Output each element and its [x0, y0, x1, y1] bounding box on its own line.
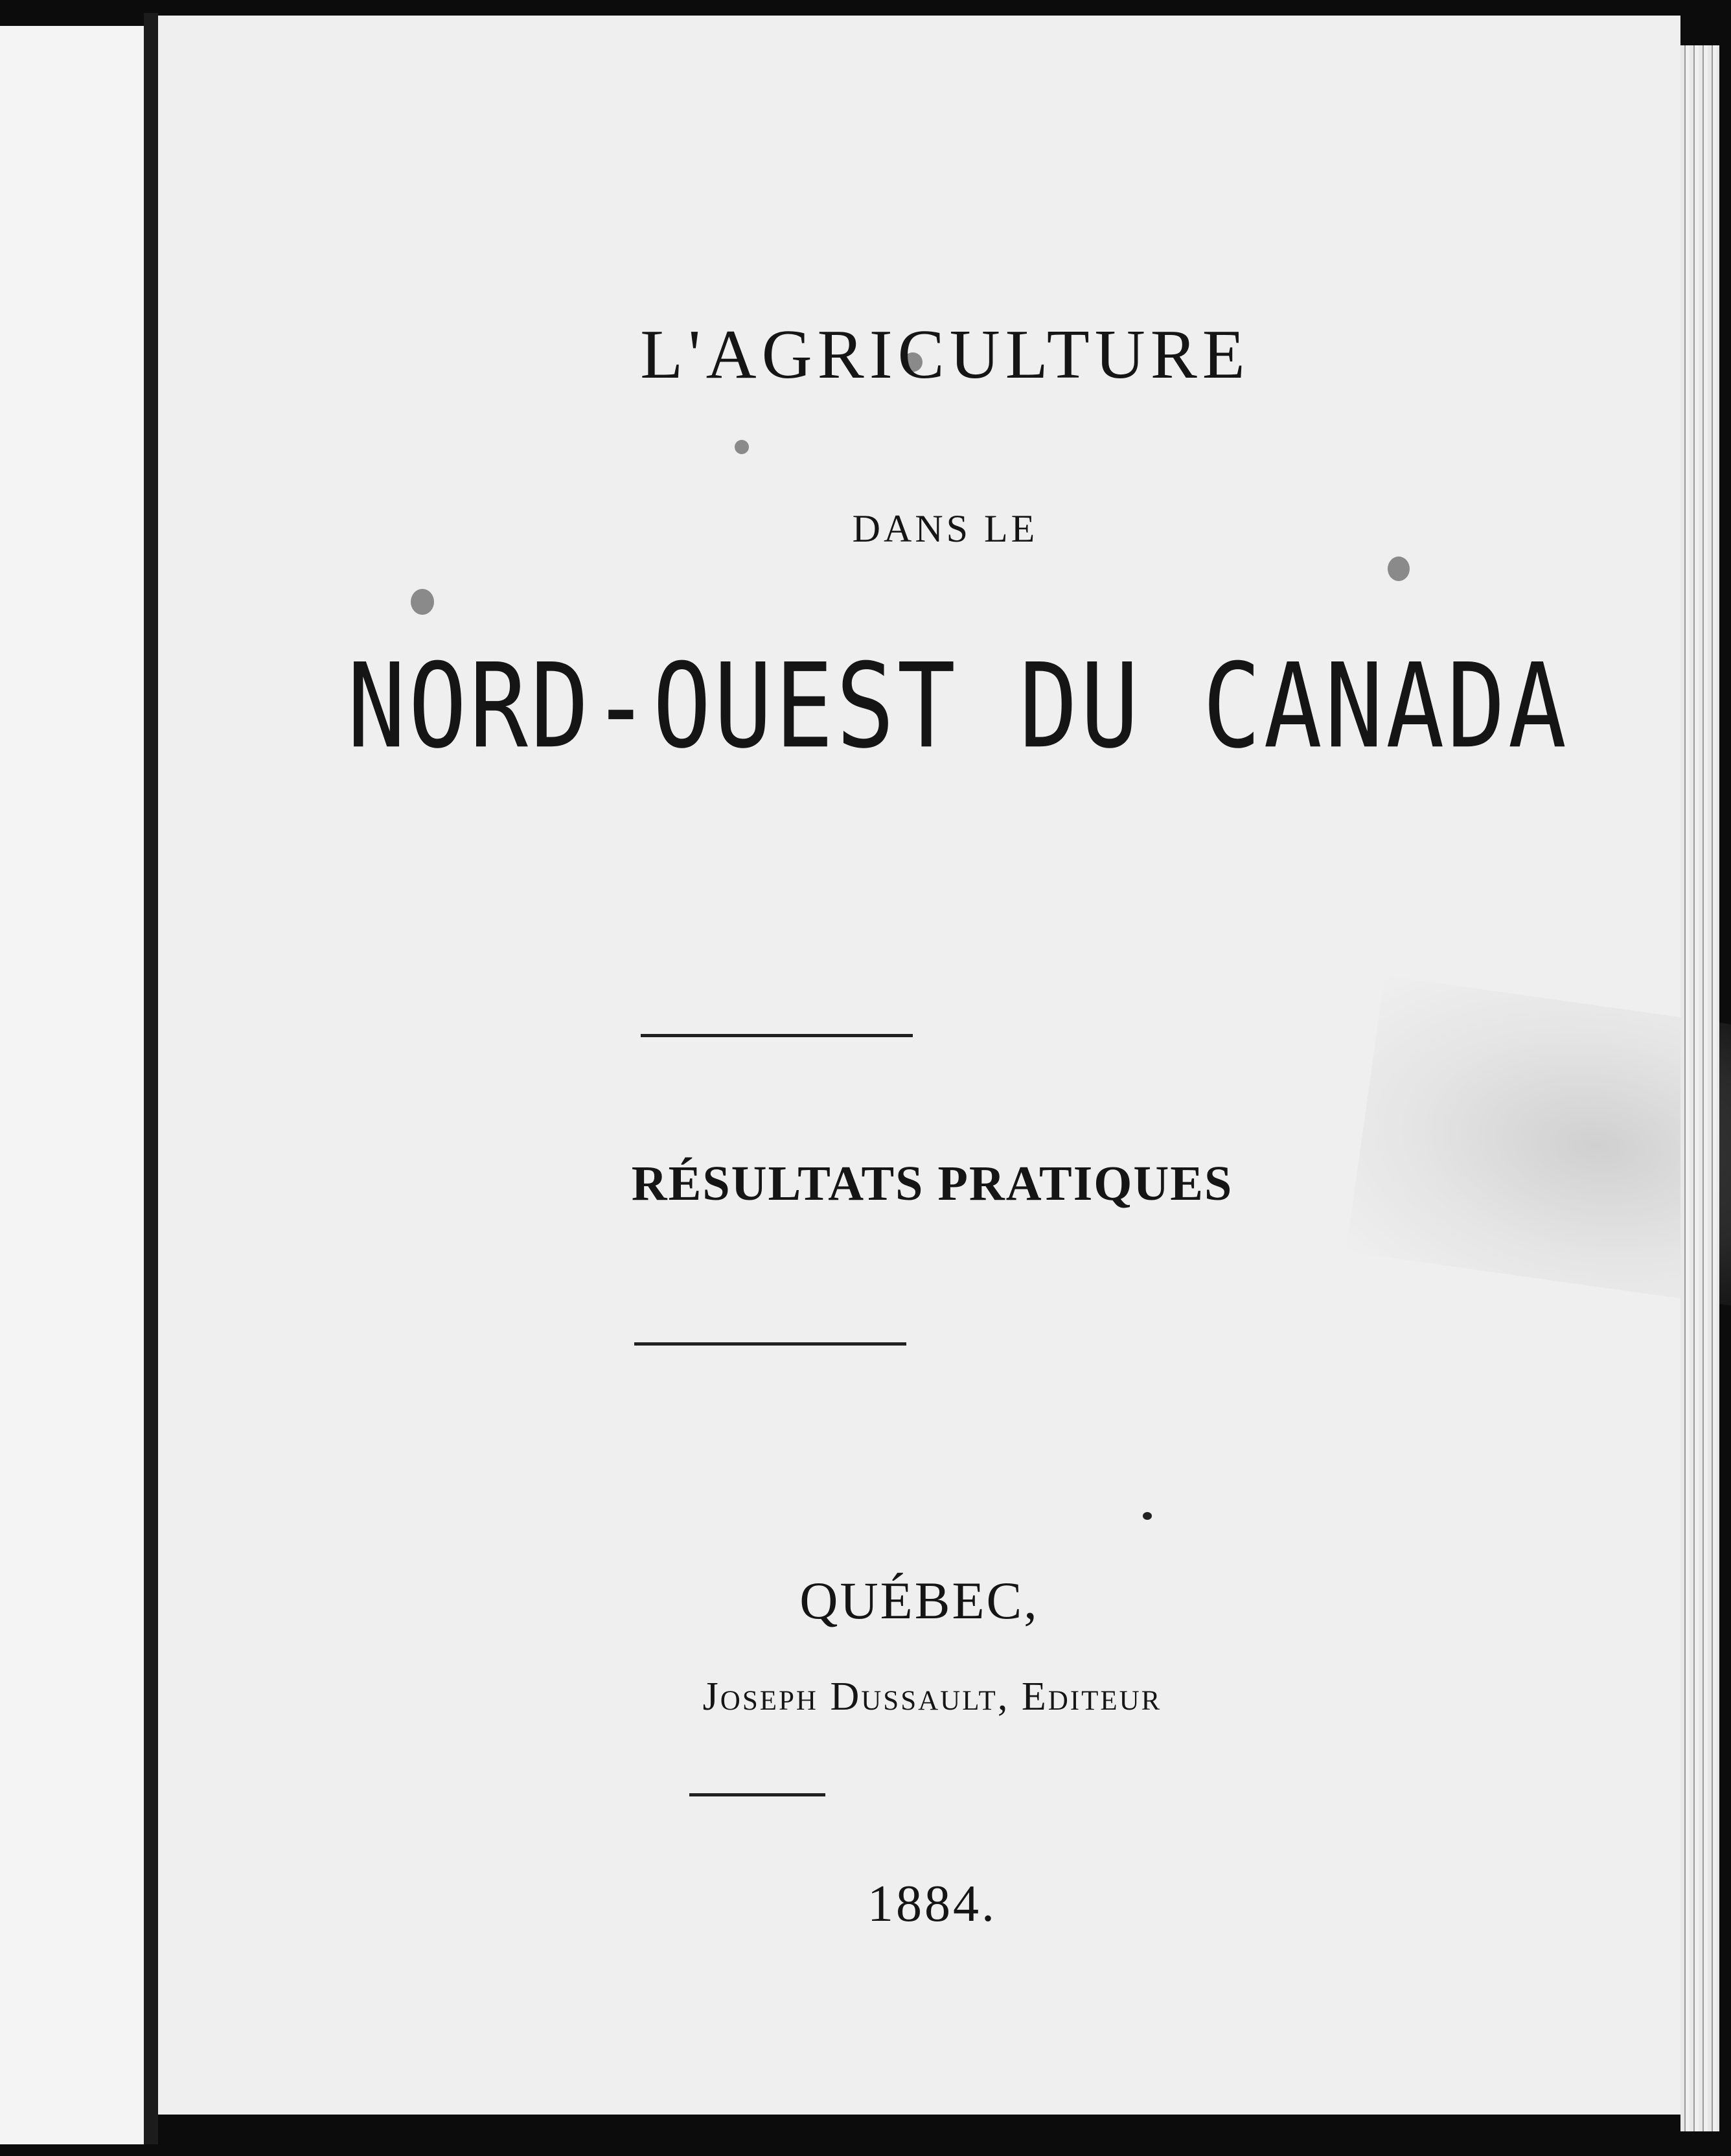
divider-rule — [689, 1793, 825, 1796]
ink-speck — [735, 440, 749, 454]
publication-place: QUÉBEC, — [799, 1571, 1039, 1630]
divider-rule — [634, 1342, 906, 1346]
publication-year: 1884. — [867, 1875, 997, 1932]
left-page-fragment — [0, 26, 146, 2144]
book-subtitle: RÉSULTATS PRATIQUES — [631, 1156, 1233, 1211]
ink-speck — [1388, 556, 1410, 581]
book-main-title: NORD-OUEST DU CANADA — [347, 639, 1570, 775]
divider-rule — [641, 1034, 913, 1037]
ink-speck — [411, 589, 434, 615]
book-gutter — [144, 13, 158, 2144]
ink-speck — [1143, 1512, 1152, 1520]
page-block-edge — [1680, 45, 1719, 2131]
publisher-name: Joseph Dussault, Editeur — [702, 1675, 1162, 1719]
paper-stain — [1346, 976, 1731, 1316]
book-title: L'AGRICULTURE — [640, 316, 1250, 393]
title-connector: DANS LE — [852, 507, 1038, 550]
title-page — [158, 16, 1680, 2115]
